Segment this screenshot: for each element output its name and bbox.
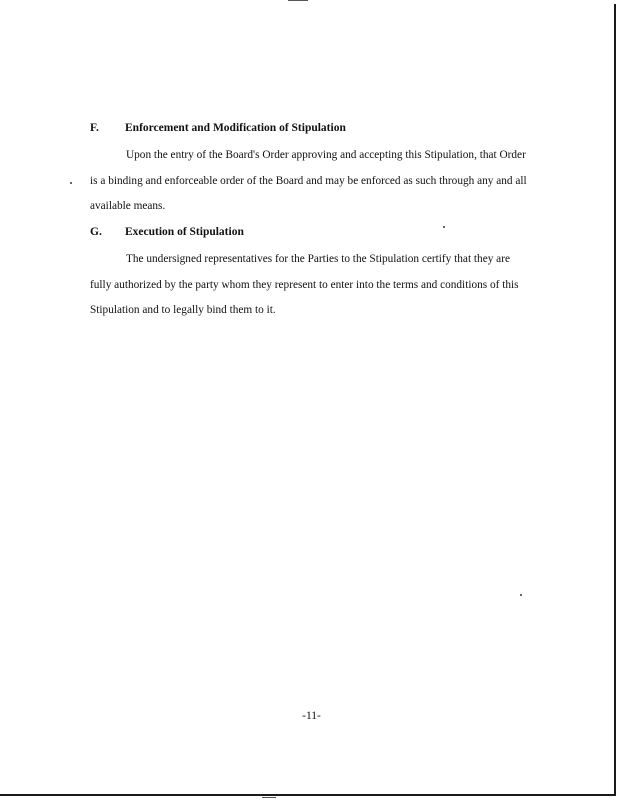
scan-edge-top (288, 0, 308, 1)
section-f-line-3: available means. (90, 200, 166, 212)
section-g-heading (90, 226, 244, 238)
section-g-letter: G. (90, 226, 102, 238)
scan-speck (443, 226, 445, 228)
section-g-line-1: The undersigned representatives for the Parties to the Stipulation certify that they are (126, 253, 510, 265)
scan-edge-bottom (0, 794, 616, 796)
section-f-heading (90, 122, 346, 134)
section-f-line-2: is a binding and enforceable order of the Board and may be enforced as such through any and all (90, 175, 527, 187)
section-f-line-1: Upon the entry of the Board's Order approving and accepting this Stipulation, that Order (126, 149, 526, 161)
section-f-title: Enforcement and Modification of Stipulation (125, 122, 346, 134)
section-g-line-2: fully authorized by the party whom they represent to enter into the terms and conditions of this (90, 279, 519, 291)
section-g-line-3: Stipulation and to legally bind them to it. (90, 304, 276, 316)
scan-speck (70, 182, 72, 184)
scan-edge-right (614, 4, 616, 796)
section-f-letter: F. (90, 122, 99, 134)
scan-speck (520, 594, 522, 596)
scan-edge-bottom-mark (262, 797, 276, 798)
section-g-title: Execution of Stipulation (125, 226, 244, 238)
page-number: -11- (302, 710, 321, 722)
